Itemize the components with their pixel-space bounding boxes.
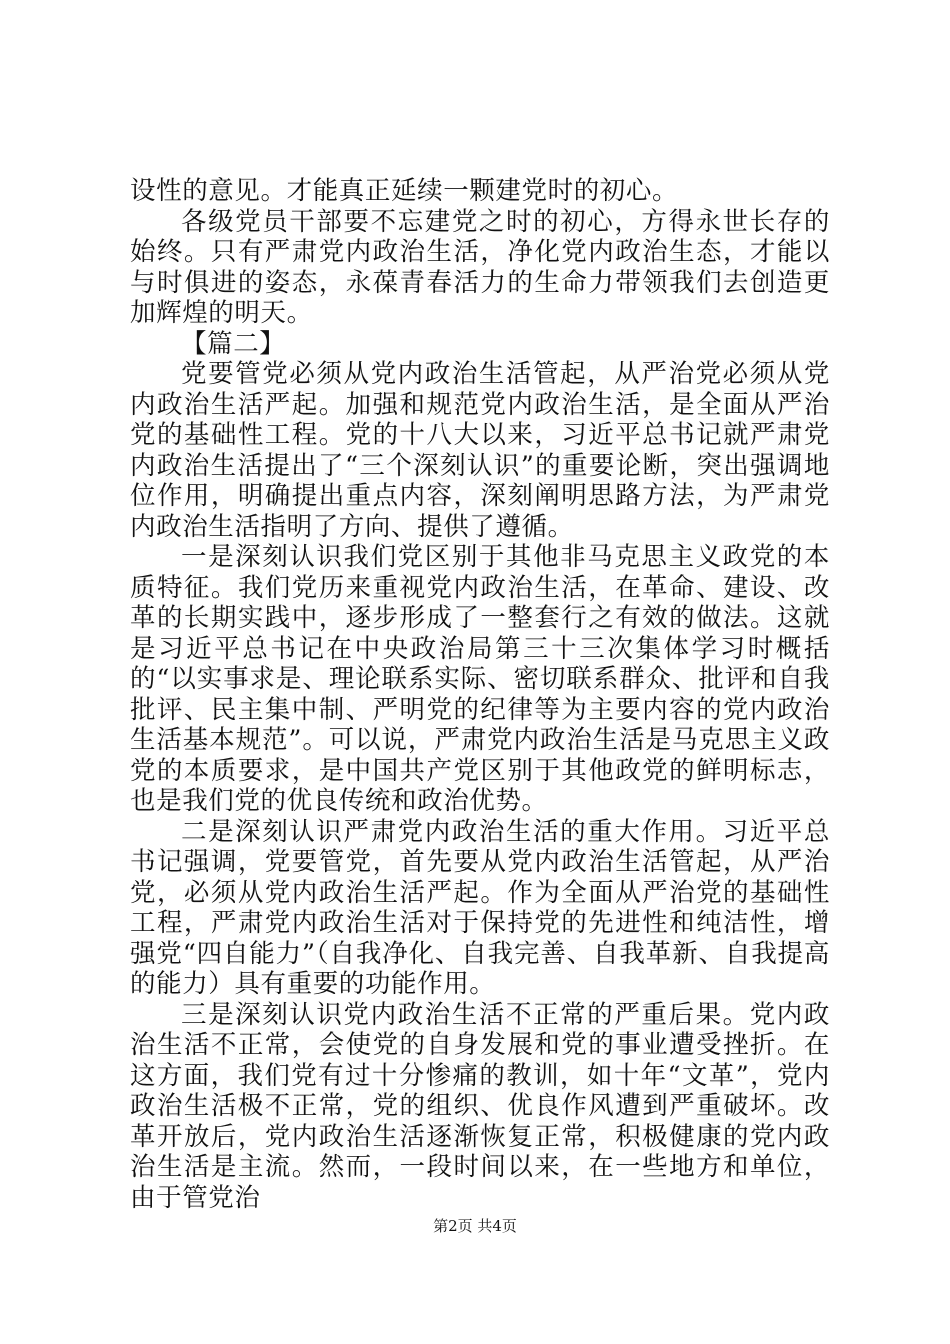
paragraph-closing: 各级党员干部要不忘建党之时的初心，方得永世长存的始终。只有严肃党内政治生活，净化党内政治生态，才能以与时俱进的姿态，永葆青春活力的生命力带领我们去创造更加辉煌的明天。 — [130, 206, 830, 328]
paragraph-point-one: 一是深刻认识我们党区别于其他非马克思主义政党的本质特征。我们党历来重视党内政治生活，在革命、建设、改革的长期实践中，逐步形成了一整套行之有效的做法。这就是习近平总书记在中央政治局第三十三次集体学习时概括的“以实事求是、理论联系实际、密切联系群众、批评和自我批评、民主集中制、严明党的纪律等为主要内容的党内政治生活基本规范”。可以说，严肃党内政治生活是马克思主义政党的本质要求，是中国共产党区别于其他政党的鲜明标志，也是我们党的优良传统和政治优势。 — [130, 542, 830, 816]
page-footer: 第2页 共4页 — [433, 1217, 517, 1235]
paragraph-point-three: 三是深刻认识党内政治生活不正常的严重后果。党内政治生活不正常，会使党的自身发展和党的事业遭受挫折。在这方面，我们党有过十分惨痛的教训，如十年“文革”，党内政治生活极不正常，党的组织、优良作风遭到严重破坏。改革开放后，党内政治生活逐渐恢复正常，积极健康的党内政治生活是主流。然而，一段时间以来，在一些地方和单位，由于管党治 — [130, 999, 830, 1213]
paragraph-continuation: 设性的意见。才能真正延续一颗建党时的初心。 — [130, 176, 679, 206]
section-heading: 【篇二】 — [181, 328, 286, 359]
document-body — [130, 176, 830, 1213]
paragraph-intro: 党要管党必须从党内政治生活管起，从严治党必须从党内政治生活严起。加强和规范党内政治生活，是全面从严治党的基础性工程。党的十八大以来，习近平总书记就严肃党内政治生活提出了“三个深刻认识”的重要论断，突出强调地位作用，明确提出重点内容，深刻阐明思路方法，为严肃党内政治生活指明了方向、提供了遵循。 — [130, 359, 830, 542]
paragraph-point-two: 二是深刻认识严肃党内政治生活的重大作用。习近平总书记强调，党要管党，首先要从党内政治生活管起，从严治党，必须从党内政治生活严起。作为全面从严治党的基础性工程，严肃党内政治生活对于保持党的先进性和纯洁性，增强党“四自能力”（自我净化、自我完善、自我革新、自我提高的能力）具有重要的功能作用。 — [130, 816, 830, 999]
